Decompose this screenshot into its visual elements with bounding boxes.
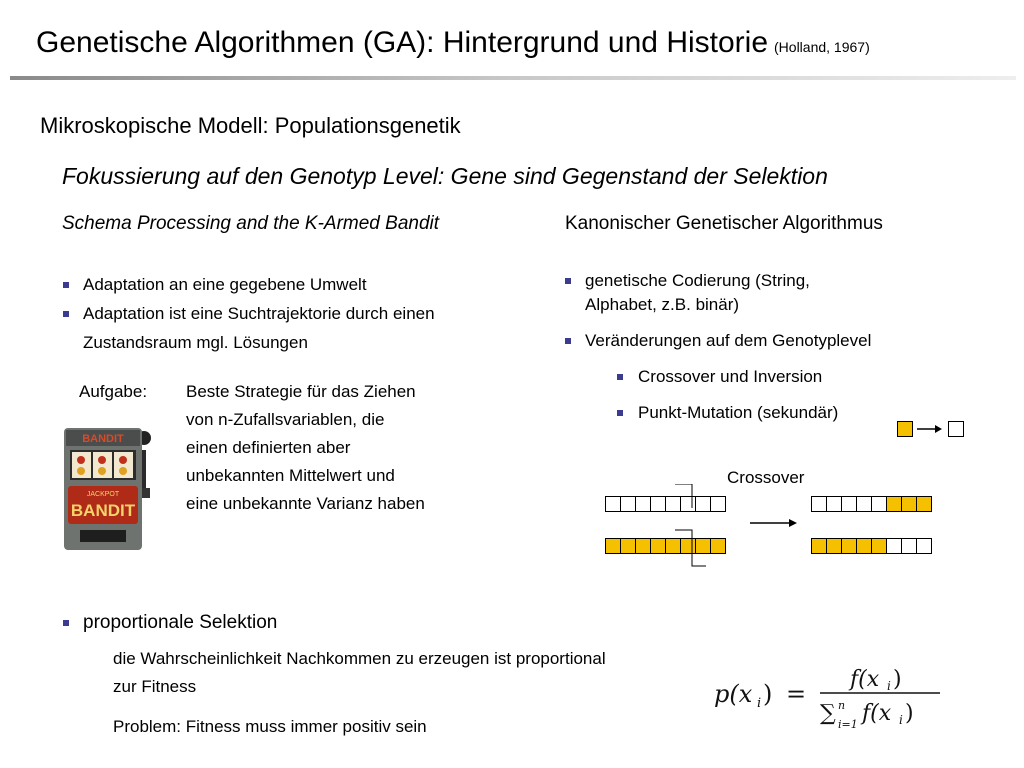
right-heading: Kanonischer Genetischer Algorithmus <box>565 213 883 234</box>
slide-title-main: Genetische Algorithmen (GA): Hintergrund und Historie <box>36 26 769 59</box>
mutation-gene-after <box>948 421 964 437</box>
crossover-arrow-icon <box>750 516 798 530</box>
mutation-gene-before <box>897 421 913 437</box>
svg-text:i=1: i=1 <box>838 718 858 730</box>
svg-text:f(x: f(x <box>862 701 892 726</box>
bullet-square-icon <box>565 278 571 284</box>
slot-sign-small: JACKPOT <box>86 491 120 498</box>
svg-text:n: n <box>838 699 846 712</box>
svg-text:): ) <box>763 680 773 708</box>
slide-title <box>36 26 870 60</box>
slot-sign-top: BANDIT <box>82 433 124 445</box>
crossover-label: Crossover <box>727 468 805 487</box>
svg-text:): ) <box>905 701 914 726</box>
selection-problem: Problem: Fitness muss immer positiv sein <box>113 717 427 736</box>
bullet-square-icon <box>63 311 69 317</box>
task-line-1: Beste Strategie für das Ziehen <box>186 382 416 401</box>
right-bullet-2: Veränderungen auf dem Genotyplevel <box>585 331 872 350</box>
right-sub-bullet-2: Punkt-Mutation (sekundär) <box>638 403 839 422</box>
slide-title-sub: (Holland, 1967) <box>774 39 870 55</box>
svg-text:i: i <box>757 696 762 711</box>
selection-formula <box>712 662 944 730</box>
crossover-point-marker <box>670 484 710 570</box>
bullet-square-icon <box>63 282 69 288</box>
selection-line-1: die Wahrscheinlichkeit Nachkommen zu erzeugen ist proportional <box>113 649 606 668</box>
svg-text:f(x: f(x <box>850 667 880 692</box>
selection-bullet: proportionale Selektion <box>83 612 278 633</box>
section-heading: Mikroskopische Modell: Populationsgenetik <box>40 113 461 138</box>
task-label: Aufgabe: <box>79 382 148 401</box>
title-rule <box>10 76 1016 80</box>
slot-sign-main: BANDIT <box>70 501 136 520</box>
focus-line: Fokussierung auf den Genotyp Level: Gene sind Gegenstand der Selektion <box>62 163 828 189</box>
bullet-square-icon <box>617 410 623 416</box>
left-heading: Schema Processing and the K-Armed Bandit <box>62 213 440 234</box>
svg-text:=: = <box>786 680 807 708</box>
slot-machine-image <box>56 420 158 552</box>
bullet-square-icon <box>63 620 69 626</box>
svg-text:p(x: p(x <box>714 680 753 708</box>
left-bullet-1: Adaptation an eine gegebene Umwelt <box>83 275 367 294</box>
svg-text:): ) <box>893 667 902 692</box>
left-bullet-2: Adaptation ist eine Suchtrajektorie durch einen <box>83 304 435 323</box>
right-sub-bullet-1: Crossover und Inversion <box>638 367 823 386</box>
child-strip-2 <box>811 538 932 554</box>
svg-text:i: i <box>887 679 891 693</box>
bullet-square-icon <box>617 374 623 380</box>
task-line-3: einen definierten aber <box>186 438 351 457</box>
task-line-2: von n-Zufallsvariablen, die <box>186 410 385 429</box>
svg-text:∑: ∑ <box>820 701 836 726</box>
selection-line-2: zur Fitness <box>113 677 197 696</box>
task-line-5: eine unbekannte Varianz haben <box>186 494 425 513</box>
task-line-4: unbekannten Mittelwert und <box>186 466 395 485</box>
svg-text:i: i <box>899 713 903 727</box>
left-bullet-2-cont: Zustandsraum mgl. Lösungen <box>83 333 308 352</box>
right-bullet-1-cont: Alphabet, z.B. binär) <box>585 295 740 314</box>
right-bullet-1: genetische Codierung (String, <box>585 271 810 290</box>
child-strip-1 <box>811 496 932 512</box>
arrow-right-icon <box>917 422 943 436</box>
bullet-square-icon <box>565 338 571 344</box>
